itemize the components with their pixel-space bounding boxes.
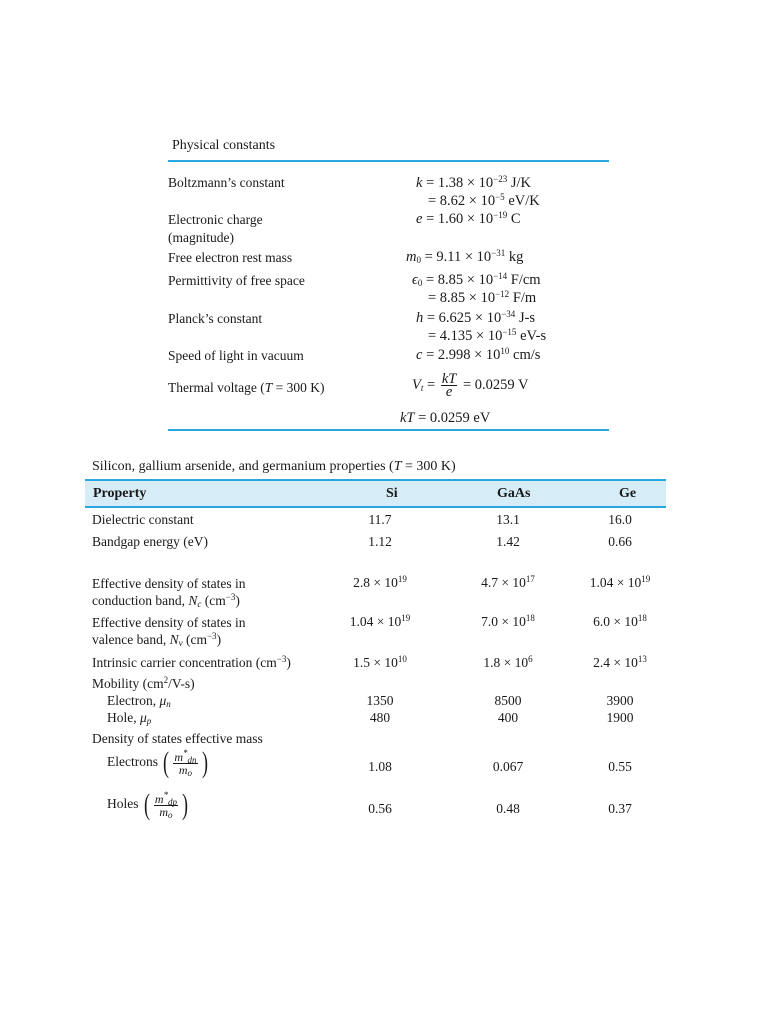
nv-si: $1.04 \times 10^{19}$ <box>349 613 411 629</box>
permittivity-label: Permittivity of free space <box>168 273 305 288</box>
dielectric-ge: 16.0 <box>608 512 632 527</box>
nc-label: Effective density of states in conduction band, $N_c$ $(cm^{-3})$ <box>92 576 246 609</box>
holes-mass-gaas: 0.48 <box>496 801 520 816</box>
physical-constants-title: Physical constants <box>172 138 276 153</box>
bandgap-si: 1.12 <box>368 534 392 549</box>
dielectric-si: 11.7 <box>368 512 392 527</box>
nc-ge: $1.04 \times 10^{19}$ <box>589 574 651 590</box>
hole-mobility-gaas: 400 <box>497 710 519 725</box>
electrons-mass-si: 1.08 <box>368 759 392 774</box>
header-si: Si <box>386 486 398 501</box>
nc-si: $2.8 \times 10^{19}$ <box>353 574 407 590</box>
electronic-charge-value: $e = 1.60 \times 10^{-19}$ C <box>416 210 521 227</box>
hole-mobility-label: Hole, $\mu_p$ <box>107 710 152 726</box>
planck-value: $h = 6.625 \times 10^{-34}$ J-s = $4.135 \times 10^{-15}$ eV-s <box>416 309 547 344</box>
speed-of-light-value: $c = 2.998 \times 10^{10}$ cm/s <box>416 346 541 363</box>
kt-value: kT = 0.0259 eV <box>400 410 491 426</box>
nc-gaas: $4.7 \times 10^{17}$ <box>481 574 535 590</box>
nv-gaas: $7.0 \times 10^{18}$ <box>481 613 535 629</box>
electrons-mass-ge: 0.55 <box>608 759 632 774</box>
nv-ge: $6.0 \times 10^{18}$ <box>593 613 647 629</box>
top-rule <box>168 160 609 162</box>
electronic-charge-label <box>168 211 263 247</box>
electron-mobility-si: 1350 <box>366 693 394 708</box>
permittivity-value: $\epsilon_0 = 8.85 \times 10^{-14}$ F/cm = $8.85 \times 10^{-12}$ F/m <box>412 271 541 306</box>
boltzmann-value: $k = 1.38 \times 10^{-23}$ J/K = $8.62 \times 10^{-5}$ eV/K <box>416 174 540 209</box>
holes-mass-label: Holes ( $\frac{m^*_{dp}}{m_o}$ ) <box>107 788 189 821</box>
bandgap-label: Bandgap energy (eV) <box>92 534 208 549</box>
holes-mass-si: 0.56 <box>368 801 392 816</box>
hole-mobility-si: 480 <box>369 710 391 725</box>
ni-ge: $2.4 \times 10^{13}$ <box>593 654 647 670</box>
header-ge: Ge <box>619 486 637 501</box>
bottom-rule <box>168 429 609 431</box>
electron-mobility-label: Electron, $\mu_n$ <box>107 693 171 709</box>
dielectric-label: Dielectric constant <box>92 512 194 527</box>
electron-mass-value: $m_0 = 9.11 \times 10^{-31}$ kg <box>406 248 524 265</box>
electrons-mass-label: Electrons ( $\frac{m^*_{dn}}{m_o}$ ) <box>107 746 208 779</box>
thermal-voltage-value: $V_t$ = $\frac{kT}{e}$ = 0.0259 V <box>412 371 529 400</box>
electronic-charge-label-line1: Electronic charge <box>168 212 263 227</box>
hole-mobility-ge: 1900 <box>606 710 634 725</box>
mobility-label: Mobility $(cm^2/V-s)$ <box>92 675 195 691</box>
electron-mobility-ge: 3900 <box>606 693 634 708</box>
ni-label: Intrinsic carrier concentration $(cm^{-3})$ <box>92 654 291 670</box>
header-gaas: GaAs <box>497 486 531 501</box>
header-property: Property <box>93 486 147 501</box>
dielectric-gaas: 13.1 <box>496 512 520 527</box>
holes-mass-ge: 0.37 <box>608 801 632 816</box>
electrons-mass-gaas: 0.067 <box>492 759 524 774</box>
properties-header <box>85 479 666 508</box>
dos-mass-label: Density of states effective mass <box>92 731 263 746</box>
speed-of-light-label: Speed of light in vacuum <box>168 348 304 363</box>
electronic-charge-label-line2: (magnitude) <box>168 230 234 245</box>
ni-gaas: $1.8 \times 10^6$ <box>483 654 533 670</box>
nv-label: Effective density of states in valence band, $N_v$ $(cm^{-3})$ <box>92 615 246 648</box>
ni-si: $1.5 \times 10^{10}$ <box>353 654 407 670</box>
bandgap-ge: 0.66 <box>608 534 632 549</box>
thermal-voltage-label: Thermal voltage (T = 300 K) <box>168 380 325 395</box>
properties-title: Silicon, gallium arsenide, and germanium properties (T = 300 K) <box>92 459 456 474</box>
electron-mass-label: Free electron rest mass <box>168 250 293 265</box>
bandgap-gaas: 1.42 <box>496 534 520 549</box>
electron-mobility-gaas: 8500 <box>494 693 522 708</box>
planck-label: Planck’s constant <box>168 311 263 326</box>
boltzmann-label: Boltzmann’s constant <box>168 175 285 190</box>
